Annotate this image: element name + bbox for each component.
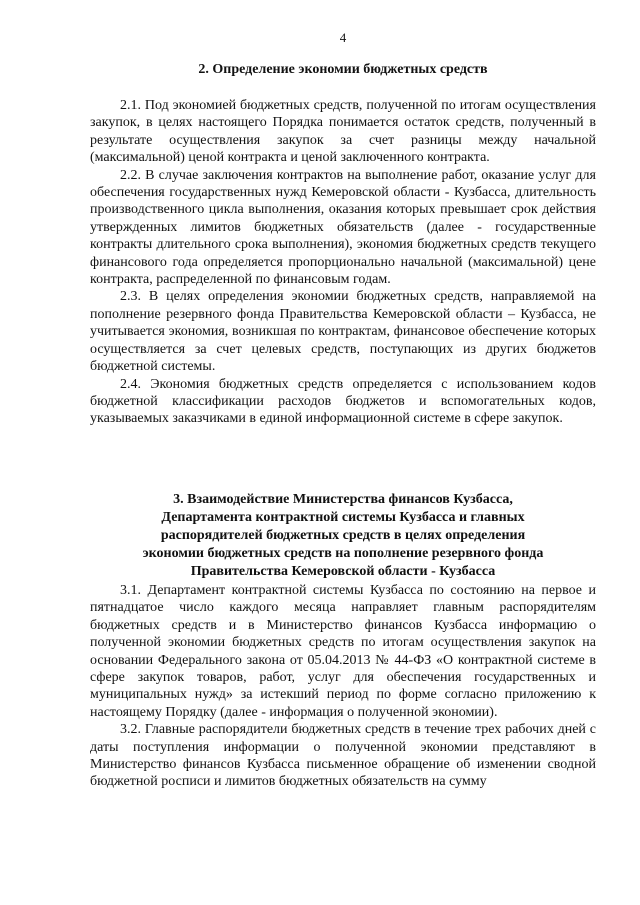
paragraph-3-1: 3.1. Департамент контрактной системы Кузбасса по состоянию на первое и пятнадцатое число каждого месяца направляет главным распорядителям бюджетных средств и в Министерство финансов Кузбасса информацию о полученной экономии бюджетных средств по итогам осуществления закупок на основании Федерального закона от 05.04.2013 № 44-ФЗ «О контрактной системе в сфере закупок товаров, работ, услуг для обеспечения государственных и муниципальных нужд» за истекший период по форме согласно приложению к настоящему Порядку (далее - информация о полученной экономии). <box>90 583 596 720</box>
paragraph-2-4: 2.4. Экономия бюджетных средств определяется с использованием кодов бюджетной классификации расходов бюджетов и вспомогательных кодов, указываемых заказчиками в единой информационной системе в сфере закупок. <box>90 376 596 427</box>
section-2-heading: 2. Определение экономии бюджетных средств <box>198 62 488 77</box>
paragraph-2-1: 2.1. Под экономией бюджетных средств, полученной по итогам осуществления закупок, в целях настоящего Порядка понимается остаток средств, полученный в результате осуществления закупок за счет разницы между начальной (максимальной) ценой контракта и ценой заключенного контракта. <box>90 98 596 166</box>
section-3-body <box>90 582 596 791</box>
section-3-heading: 3. Взаимодействие Министерства финансов Кузбасса, Департамента контрактной системы Кузбасса и главных распорядителей бюджетных средств в целях определения экономии бюджетных средств на пополнение резервного фонда Правительства Кемеровской области - Кузбасса <box>142 492 544 579</box>
paragraph-2-2: 2.2. В случае заключения контрактов на выполнение работ, оказание услуг для обеспечения государственных нужд Кемеровской области - Кузбасса, длительность производственного цикла выполнения, оказания которых превышает срок действия утвержденных лимитов бюджетных обязательств (далее - государственные контракты длительного срока выполнения), экономия бюджетных средств текущего финансового года определяется пропорционально начальной (максимальной) цене контракта, распределенной по финансовым годам. <box>90 167 596 288</box>
section-2-body <box>90 97 596 428</box>
paragraph-2-3: 2.3. В целях определения экономии бюджетных средств, направляемой на пополнение резервного фонда Правительства Кемеровской области – Кузбасса, не учитывается экономия, возникшая по контрактам, финансовое обеспечение которых осуществляется за счет целевых средств, поступающих из других бюджетов бюджетной системы. <box>90 289 596 375</box>
page-number: 4 <box>339 30 347 45</box>
paragraph-3-2: 3.2. Главные распорядители бюджетных средств в течение трех рабочих дней с даты поступления информации о полученной экономии представляют в Министерство финансов Кузбасса письменное обращение об изменении сводной бюджетной росписи и лимитов бюджетных обязательств на сумму <box>90 722 596 790</box>
